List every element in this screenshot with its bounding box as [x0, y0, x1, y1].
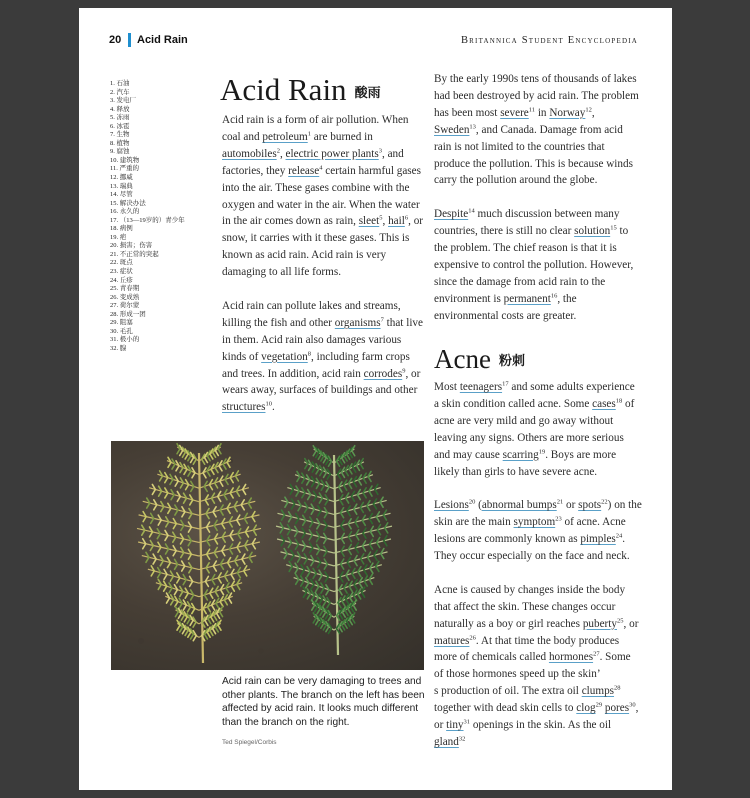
vocab-word: petroleum [262, 130, 308, 143]
header-accent-bar [128, 33, 131, 47]
footnote-number: 21 [556, 498, 564, 506]
vocab-word: corrodes [363, 367, 403, 380]
footnote-number: 15 [610, 224, 617, 232]
glossary-item: 31. 极小的 [110, 336, 140, 344]
vocab-word: teenagers [459, 381, 503, 393]
vocab-word: Despite [434, 208, 469, 221]
vocab-word: structures [222, 401, 266, 414]
glossary-list [110, 80, 206, 354]
footnote-number: 26 [469, 633, 476, 641]
acid-rain-column-left [222, 112, 427, 433]
footnote-number: 5 [379, 214, 383, 222]
glossary-item: 13. 瑞典 [110, 182, 133, 190]
vocab-word: cases [592, 397, 616, 410]
glossary-item: 10. 建筑物 [110, 156, 140, 164]
footnote-number: 17 [502, 380, 509, 388]
vocab-word: Norway [549, 106, 586, 119]
vocab-word: permanent [503, 292, 551, 305]
footnote-number: 4 [319, 163, 323, 171]
heading-text: Acid Rain [220, 72, 347, 107]
vocab-word: release [288, 164, 320, 177]
article-heading-acid-rain [220, 70, 381, 113]
paragraph: Lesions$^{20}$ (abnormal bumps$^{21}$ or spots$^{22}$) on the skin are the main symptom$^{23}$ of acne. Acne lesions are commonly known as pimples$^{24}$. They occur especially on the face and neck. [434, 498, 642, 563]
footnote-number: 19 [538, 447, 546, 455]
footnote-number: 6 [404, 214, 409, 222]
paragraph: Most teenagers$^{17}$ and some adults experience a skin condition called acne. Some cases$^{18}$ of acne are very mild and go away without leaving any signs. Others are more serious and may cause scarring$^{19}$. Boys are more likely than girls to have severe acne. [434, 380, 635, 478]
footnote-number: 1 [307, 130, 311, 138]
footnote-number: 31 [463, 718, 471, 726]
vocab-word: symptom [513, 516, 556, 529]
glossary-item: 27. 荷尔蒙 [110, 302, 140, 310]
section-title: Acid Rain [137, 34, 188, 46]
glossary-item: 20. 损害；伤害 [110, 242, 153, 250]
glossary-item: 24. 丘疹 [110, 276, 133, 284]
glossary-item: 22. 斑点 [110, 259, 133, 267]
vocab-word: pimples [580, 533, 616, 546]
damaged-branch [137, 444, 261, 663]
footnote-number: 2 [276, 147, 280, 155]
vocab-word: gland [434, 736, 459, 748]
footnote-number: 8 [307, 349, 312, 357]
glossary-item: 12. 挪威 [110, 174, 133, 182]
vocab-word: tiny [446, 719, 464, 732]
vocab-word: organisms [334, 316, 381, 329]
glossary-item: 11. 严重的 [110, 165, 140, 173]
vocab-word: clog [576, 702, 596, 715]
paragraph: Acid rain can pollute lakes and streams, killing the fish and other organisms$^7$ that live in them. Acid rain also damages various kinds of vegetation$^8$, including farm crops and trees. In addition, acid rain corrodes$^9$, or wears away, surfaces of buildings and other structures$^{10}$. [222, 299, 423, 414]
footnote-number: 32 [458, 735, 466, 743]
paragraph: By the early 1990s tens of thousands of lakes had been destroyed by acid rain. The problem has been most severe$^{11}$ in Norway$^{12}$, Sweden$^{13}$, and Canada. Damage from acid rain is not limited to the countries that produce the pollution. This is because winds carry the pollution around the globe. [434, 73, 639, 187]
glossary-item: 23. 症状 [110, 268, 133, 276]
healthy-branch [276, 446, 392, 655]
glossary-item: 28. 形成一团 [110, 310, 146, 318]
paragraph: Acne is caused by changes inside the body that affect the skin. These changes occur naturally as a boy or girl reaches puberty$^{25}$, or matures$^{26}$. At that time the body produces more of chemicals called hormones$^{27}$. Some of those hormones speed up the skin’ s production of oil. The extra oil clumps$^{28}$ together with dead skin cells to clog$^{29}$ pores$^{30}$, or tiny$^{31}$ openings in the skin. As the oil gland$^{32}$ [434, 583, 639, 748]
glossary-item: 17. （13—19岁的）青少年 [110, 216, 185, 224]
book-title: Britannica Student Encyclopedia [460, 35, 638, 46]
footnote-number: 27 [593, 650, 600, 658]
footnote-number: 18 [615, 397, 623, 405]
vocab-word: spots [578, 499, 602, 512]
vocab-word: electric power plants [285, 147, 379, 160]
paragraph: Despite$^{14}$ much discussion between many countries, there is still no clear solution$^{15}$ to the problem. The chief reason is that it is expensive to control the pollution. However, since the damage from acid rain to the environment is permanent$^{16}$, the environmental costs are greater. [434, 207, 634, 322]
glossary-item: 29. 阻塞 [110, 319, 133, 327]
vocab-word: pores [604, 702, 630, 715]
glossary-item: 18. 病例 [110, 225, 133, 233]
footnote-number: 16 [550, 292, 558, 300]
footnote-number: 28 [614, 684, 621, 692]
vocab-word: hail [388, 215, 405, 228]
footnote-number: 11 [528, 106, 536, 114]
page-number: 20 [109, 34, 122, 46]
fir-branches-illustration [111, 441, 424, 670]
glossary-item: 9. 腐蚀 [110, 148, 130, 156]
footnote-number: 23 [555, 515, 562, 523]
glossary-item: 25. 青春期 [110, 285, 140, 293]
vocab-word: automobiles [222, 147, 277, 160]
glossary-item: 6. 冰雹 [110, 122, 130, 130]
book-page [79, 8, 672, 790]
glossary-item: 21. 不正常的突起 [110, 250, 159, 258]
glossary-item: 19. 疤 [110, 233, 127, 241]
photo-credit: Ted Spiegel/Corbis [222, 739, 277, 746]
heading-chinese: 粉刺 [498, 353, 525, 368]
acne-column [434, 379, 642, 751]
vocab-word: matures [434, 634, 470, 647]
acid-rain-column-right [434, 71, 642, 341]
glossary-item: 4. 释放 [110, 105, 130, 113]
footnote-number: 7 [380, 316, 384, 324]
heading-chinese: 酸雨 [354, 85, 381, 100]
glossary-item: 7. 生物 [110, 131, 130, 139]
paragraph: Acid rain is a form of air pollution. When coal and petroleum$^1$ are burned in automobiles$^2$, electric power plants$^3$, and factories, they release$^4$ certain harmful gases into the air. These gases combine with the oxygen and water in the air. When the water in the air comes down as rain, sleet$^5$, hail$^6$, or snow, it carries with it these gases. This is known as acid rain. Acid rain is very damaging to all life forms. [222, 114, 424, 279]
footnote-number: 20 [468, 498, 476, 506]
vocab-word: solution [574, 225, 611, 238]
vocab-word: clumps [581, 685, 615, 698]
glossary-item: 30. 毛孔 [110, 327, 133, 335]
heading-text: Acne [434, 344, 491, 374]
glossary-item: 26. 变成熟 [110, 293, 140, 301]
vocab-word: vegetation [261, 350, 308, 363]
footnote-number: 29 [595, 701, 603, 709]
glossary-item: 32. 腺 [110, 344, 127, 352]
footnote-number: 9 [402, 366, 406, 374]
branches-photo [111, 441, 424, 670]
vocab-word: puberty [582, 617, 617, 630]
glossary-item: 3. 发电厂 [110, 97, 136, 105]
footnote-number: 30 [629, 701, 636, 709]
vocab-word: abnormal bumps [481, 499, 557, 512]
footnote-number: 25 [617, 616, 624, 624]
footnote-number: 10 [265, 400, 272, 408]
photo-caption: Acid rain can be very damaging to trees and other plants. The branch on the left has been affected by acid rain. It looks much different than the branch on the right. [222, 676, 425, 728]
glossary-item: 1. 石油 [110, 80, 130, 87]
footnote-number: 13 [469, 122, 476, 130]
footnote-number: 22 [601, 498, 608, 506]
vocab-word: sleet [358, 215, 380, 228]
footnote-number: 14 [468, 207, 475, 215]
footnote-number: 24 [615, 532, 623, 540]
glossary-item: 2. 汽车 [110, 88, 130, 96]
footnote-number: 12 [585, 106, 592, 114]
glossary-item: 8. 植物 [110, 139, 130, 147]
vocab-word: Sweden [434, 123, 470, 136]
vocab-word: Lesions [434, 499, 469, 512]
glossary-item: 14. 尽管 [110, 191, 133, 199]
vocab-word: scarring [502, 448, 539, 461]
vocab-word: hormones [548, 651, 594, 664]
footnote-number: 3 [378, 147, 382, 155]
glossary-item: 5. 冻雨 [110, 114, 130, 122]
glossary-item: 15. 解决办法 [110, 199, 146, 207]
vocab-word: severe [500, 106, 529, 119]
glossary-item: 16. 永久的 [110, 208, 140, 216]
article-heading-acne [434, 341, 525, 379]
